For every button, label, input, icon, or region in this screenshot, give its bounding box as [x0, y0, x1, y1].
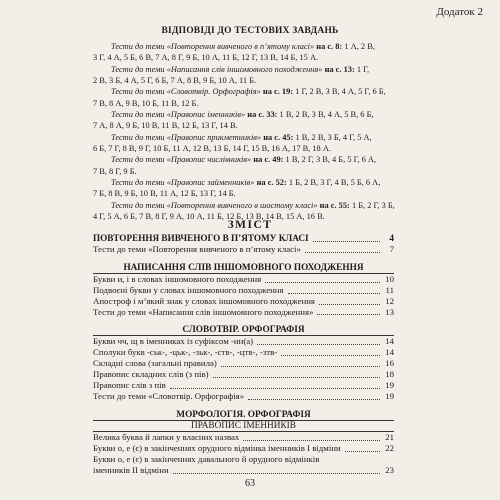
answers-block: [93, 41, 454, 223]
toc-item-text: Подвоєні букви у словах іншомовного походження: [93, 284, 284, 295]
toc-section-1-title: ПОВТОРЕННЯ ВИВЧЕНОГО В П’ЯТОМУ КЛАСІ: [93, 233, 309, 243]
dot-leader: [248, 399, 380, 400]
toc-item[interactable]: [93, 380, 394, 391]
toc-section-1[interactable]: [93, 233, 394, 244]
dot-leader: [213, 377, 380, 378]
toc-item-page: 14: [385, 336, 394, 347]
dot-leader: [265, 282, 380, 283]
answer-entry-5-cont: 6 Б, 7 Г, 8 В, 9 Г, 10 Б, 11 А, 12 В, 13 Б, 14 Г, 15 В, 16 А, 17 В, 18 А.: [93, 144, 331, 154]
toc-item[interactable]: [93, 443, 394, 454]
toc-item-text: Складні слова (загальні правила): [93, 358, 217, 369]
dot-leader: [319, 304, 380, 305]
toc-section-2-title[interactable]: НАПИСАННЯ СЛІВ ІНШОМОВНОГО ПОХОДЖЕННЯ: [123, 262, 364, 273]
dot-leader: [281, 355, 380, 356]
toc-item[interactable]: [93, 369, 394, 380]
toc-item[interactable]: [93, 285, 394, 296]
answer-entry-6: Тести до теми «Правопис числівників» на с. 49: 1 В, 2 Г, 3 В, 4 Б, 5 Г, 6 А,: [111, 155, 377, 165]
toc-item[interactable]: [93, 244, 394, 255]
toc-item-page: 10: [385, 273, 394, 284]
toc-item-text: Тести до теми «Словотвір. Орфографія»: [93, 390, 245, 401]
dot-leader: [257, 344, 380, 345]
dot-leader: [317, 314, 380, 315]
toc-section-1-page: 4: [389, 233, 394, 243]
answer-entry-2: Тести до теми «Написання слів іншомовного походження» на с. 13: 1 Г,: [111, 64, 370, 74]
toc-item[interactable]: [93, 454, 394, 476]
toc-item-text: Тести до теми «Написання слів іншомовного походження»: [93, 306, 314, 317]
dot-leader: [243, 440, 380, 441]
appendix-label: Додаток 2: [436, 6, 483, 18]
answer-entry-1: Тести до теми «Повторення вивченого в п’ятому класі» на с. 8: 1 А, 2 В,: [111, 42, 375, 51]
page-number: 63: [245, 478, 255, 489]
toc-item[interactable]: [93, 274, 394, 285]
toc-item-text: Правопис слів з пів: [93, 380, 166, 391]
toc-item-text: Тести до теми «Повторення вивченого в п’ятому класі»: [93, 243, 301, 254]
toc-item-page: 7: [389, 243, 394, 254]
answers-heading: ВІДПОВІДІ ДО ТЕСТОВИХ ЗАВДАНЬ: [161, 26, 339, 36]
toc-item-text: Велика буква й лапки у власних назвах: [93, 431, 240, 442]
dot-leader: [345, 451, 380, 452]
answer-entry-2-cont: 2 В, 3 Б, 4 А, 5 Г, 6 Б, 7 А, 8 В, 9 Б, 10 А, 11 Б.: [93, 76, 257, 86]
toc-item[interactable]: [93, 391, 394, 402]
dot-leader: [288, 293, 380, 294]
toc-item-page: 13: [385, 306, 394, 317]
toc-item-page: 14: [385, 347, 394, 358]
answer-entry-3-cont: 7 В, 8 А, 9 В, 10 Б, 11 В, 12 Б.: [93, 98, 199, 108]
toc-item-page: 22: [385, 442, 394, 453]
toc-item-page: 23: [385, 464, 394, 475]
dot-leader: [305, 252, 380, 253]
toc-item-text: Букви о, е (є) в закінченнях орудного відмінка іменників І відміни: [93, 442, 341, 453]
toc-item-page: 19: [385, 380, 394, 391]
toc-item-page: 11: [385, 284, 394, 295]
toc-item-page: 21: [385, 431, 394, 442]
toc-item[interactable]: [93, 307, 394, 318]
toc-item-text: іменників ІІ відміни: [93, 464, 169, 475]
toc-item-text: Апостроф і м’який знак у словах іншомовного походження: [93, 295, 315, 306]
toc-item-page: 18: [385, 369, 394, 380]
answer-entry-4-cont: 7 А, 8 А, 9 Б, 10 В, 11 В, 12 Б, 13 Г, 14 В.: [93, 121, 238, 131]
answer-entry-7-cont: 7 Б, 8 В, 9 Б, 10 В, 11 А, 12 Б, 13 Г, 14 Б.: [93, 189, 236, 199]
toc-item-text: Букви о, е (є) в закінченнях давального й орудного відмінків: [93, 453, 320, 464]
toc-item-text: Букви чч, щ в іменниках із суфіксом -ин(а): [93, 336, 254, 347]
dot-leader: [313, 241, 380, 242]
toc-section-3-title[interactable]: СЛОВОТВІР. ОРФОГРАФІЯ: [182, 325, 305, 336]
dot-leader: [173, 473, 380, 474]
answer-entry-4: Тести до теми «Правопис іменників» на с. 33: 1 В, 2 В, 3 В, 4 А, 5 В, 6 Б,: [111, 110, 374, 120]
answer-entry-5: Тести до теми «Правопис прикметників» на с. 45: 1 В, 2 В, 3 Б, 4 Г, 5 А,: [111, 132, 372, 142]
answer-entry-6-cont: 7 В, 8 Г, 9 Б.: [93, 166, 137, 176]
toc-item-text: Букви и, і в словах іншомовного походження: [93, 273, 262, 284]
answer-entry-8: Тести до теми «Повторення вивченого в шостому класі» на с. 55: 1 Б, 2 Г, 3 Б,: [111, 200, 395, 210]
answer-entry-7: Тести до теми «Правопис займенників» на с. 52: 1 Б, 2 В, 3 Г, 4 В, 5 Б, 6 А,: [111, 178, 381, 188]
toc-item[interactable]: [93, 358, 394, 369]
toc-item-text: Правопис складних слів (з пів): [93, 369, 209, 380]
toc-item-page: 12: [385, 295, 394, 306]
answer-entry-1-cont: 3 Г, 4 А, 5 Б, 6 В, 7 А, 8 Г, 9 Б, 10 А, 11 Б, 12 Г, 13 В, 14 Б, 15 А.: [93, 53, 319, 63]
toc-item[interactable]: [93, 336, 394, 347]
answer-entry-8-cont: 4 Г, 5 А, 6 Б, 7 В, 8 Г, 9 А, 10 А, 11 Б, 12 Б, 13 В, 14 В, 15 А, 16 В.: [93, 212, 325, 222]
toc-subsection-title[interactable]: ПРАВОПИС ІМЕННИКІВ: [191, 420, 296, 431]
dot-leader: [170, 388, 380, 389]
toc-heading: ЗМІСТ: [227, 219, 273, 231]
toc-section-4-title[interactable]: МОРФОЛОГІЯ. ОРФОГРАФІЯ: [176, 409, 311, 420]
toc-item-page: 19: [385, 390, 394, 401]
table-of-contents: [93, 233, 394, 476]
toc-item-text: Сполуки букв -ськ-, -цьк-, -зьк-, -ств-, -цтв-, -зтв-: [93, 347, 278, 358]
toc-item[interactable]: [93, 296, 394, 307]
dot-leader: [221, 366, 380, 367]
toc-item[interactable]: [93, 347, 394, 358]
toc-item[interactable]: [93, 432, 394, 443]
toc-item-page: 16: [385, 358, 394, 369]
answer-entry-3: Тести до теми «Словотвір. Орфографія» на с. 19: 1 Г, 2 В, 3 В, 4 А, 5 Г, 6 Б,: [111, 87, 386, 97]
